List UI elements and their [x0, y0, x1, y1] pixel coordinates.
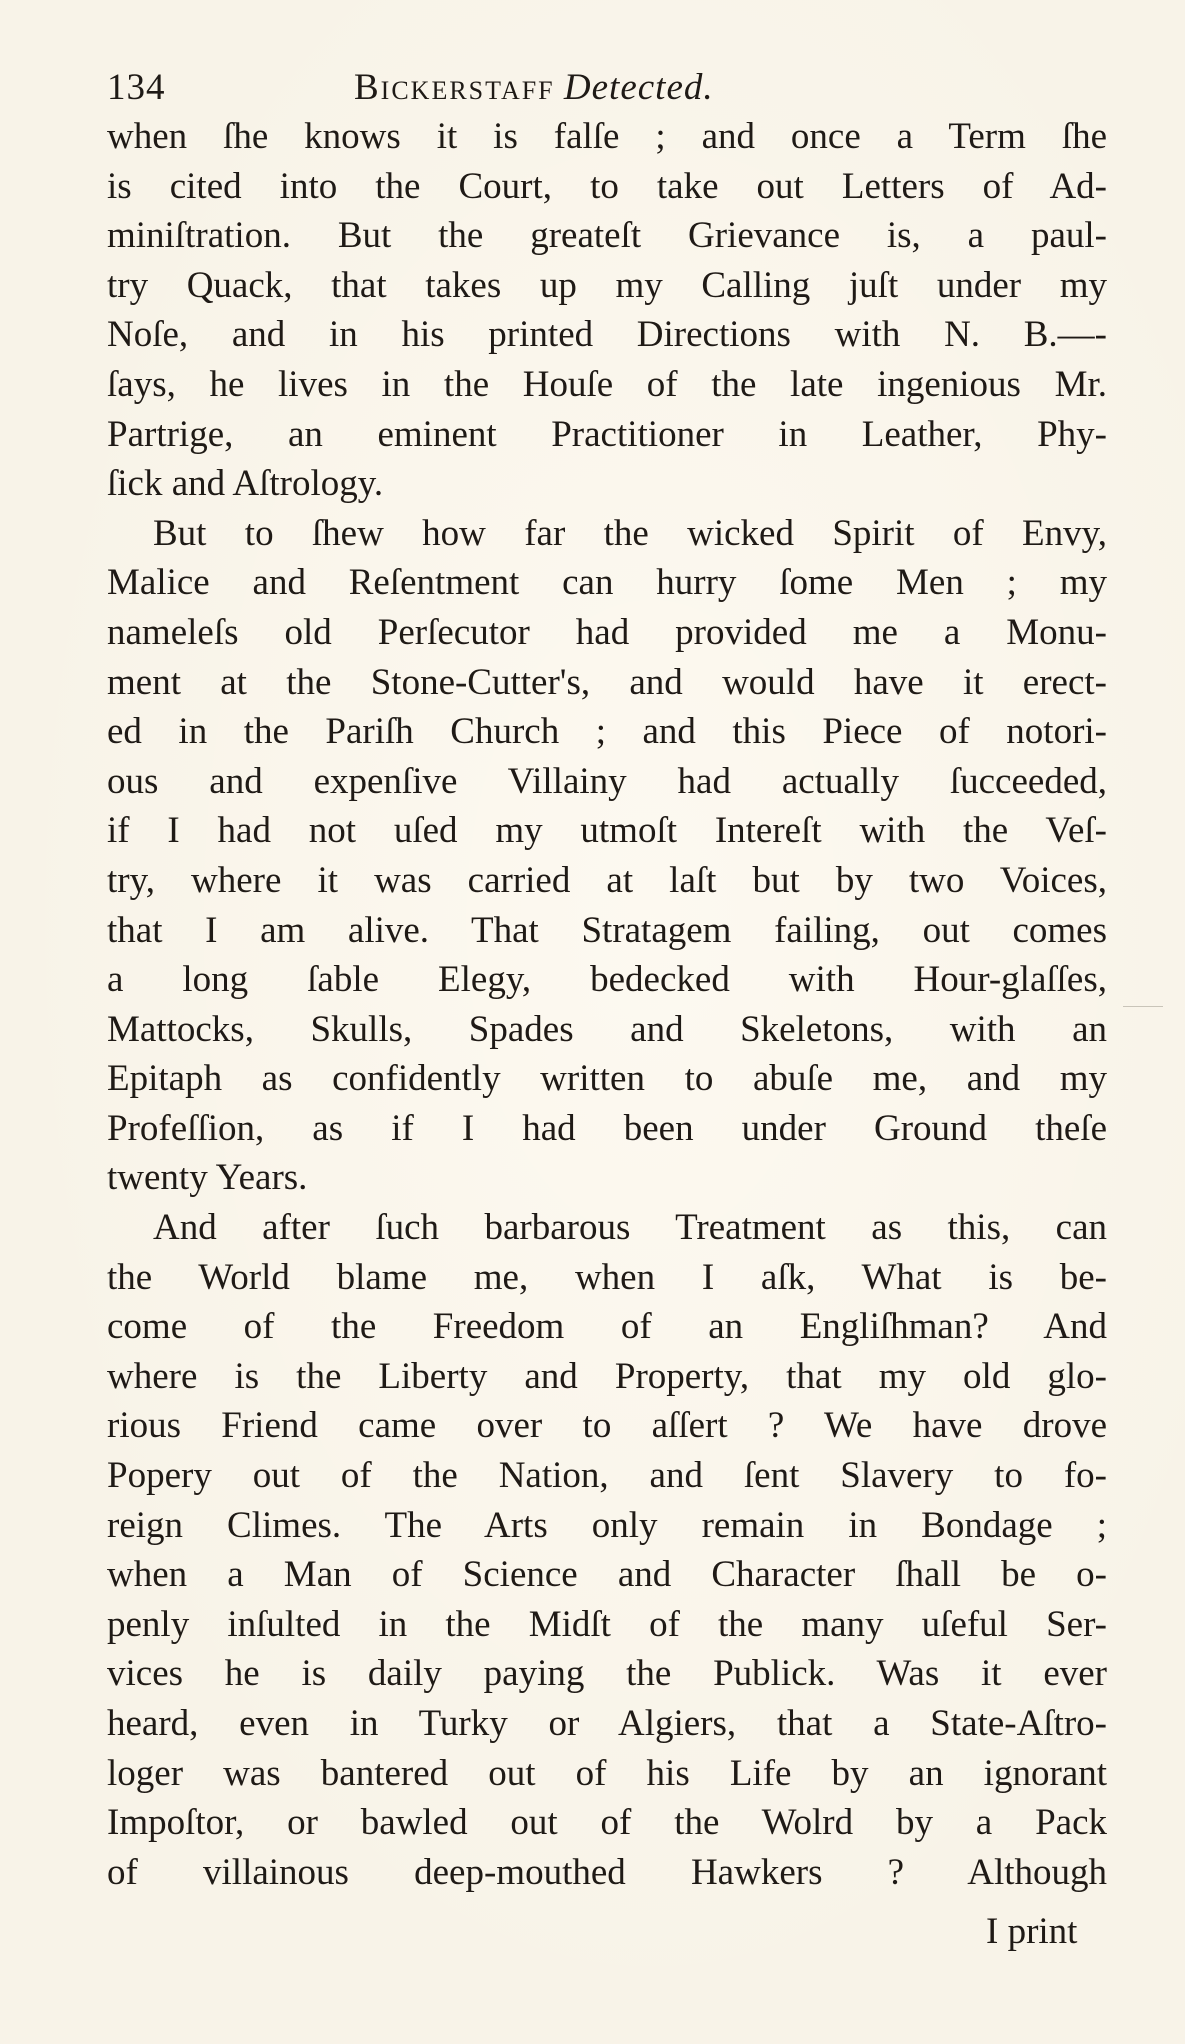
- running-head: [354, 58, 714, 118]
- text-line: when a Man of Science and Character ſhall be o-: [107, 1554, 1107, 1596]
- text-line: ous and expenſive Villainy had actually ſucceeded,: [107, 760, 1107, 802]
- text-line: rious Friend came over to aſſert ? We have drove: [107, 1405, 1107, 1447]
- text-line: where is the Liberty and Property, that my old glo-: [107, 1355, 1107, 1397]
- text-line: reign Climes. The Arts only remain in Bondage ;: [107, 1504, 1107, 1546]
- text-line: ment at the Stone-Cutter's, and would have it erect-: [107, 661, 1107, 703]
- text-line: try Quack, that takes up my Calling juſt under my: [107, 264, 1107, 306]
- text-line: ſays, he lives in the Houſe of the late ingenious Mr.: [107, 363, 1107, 405]
- text-line: Impoſtor, or bawled out of the Wolrd by a Pack: [107, 1802, 1107, 1844]
- text-line: Profeſſion, as if I had been under Ground theſe: [107, 1107, 1107, 1149]
- margin-mark: [1123, 1006, 1163, 1007]
- text-line: ed in the Pariſh Church ; and this Piece of notori-: [107, 711, 1107, 753]
- body-text: [107, 112, 1107, 1897]
- text-line: of villainous deep-mouthed Hawkers ? Although: [107, 1851, 1107, 1893]
- text-line: twenty Years.: [107, 1157, 308, 1199]
- text-line: But to ſhew how far the wicked Spirit of Envy,: [153, 512, 1107, 554]
- page-header: [107, 58, 1107, 118]
- running-head-italic: Detected.: [563, 67, 714, 108]
- text-line: vices he is daily paying the Publick. Was it ever: [107, 1653, 1107, 1695]
- text-line: And after ſuch barbarous Treatment as this, can: [153, 1207, 1107, 1249]
- text-line: when ſhe knows it is falſe ; and once a Term ſhe: [107, 116, 1107, 157]
- page-number: 134: [107, 67, 166, 108]
- text-line: come of the Freedom of an Engliſhman? And: [107, 1306, 1107, 1348]
- text-line: ſick and Aſtrology.: [107, 463, 384, 505]
- catchword: I print: [986, 1911, 1078, 1952]
- text-line: the World blame me, when I aſk, What is be-: [107, 1256, 1107, 1298]
- text-line: a long ſable Elegy, bedecked with Hour-glaſſes,: [107, 959, 1107, 1001]
- text-line: that I am alive. That Stratagem failing, out comes: [107, 909, 1107, 951]
- text-line: is cited into the Court, to take out Letters of Ad-: [107, 165, 1107, 207]
- text-line: Popery out of the Nation, and ſent Slavery to fo-: [107, 1455, 1107, 1497]
- text-line: try, where it was carried at laſt but by two Voices,: [107, 859, 1107, 901]
- text-line: Epitaph as confidently written to abuſe me, and my: [107, 1058, 1107, 1100]
- text-line: nameleſs old Perſecutor had provided me a Monu-: [107, 611, 1107, 653]
- running-head-title: Bickerstaff: [354, 67, 555, 108]
- text-line: loger was bantered out of his Life by an ignorant: [107, 1752, 1107, 1794]
- text-line: penly inſulted in the Midſt of the many uſeful Ser-: [107, 1603, 1107, 1645]
- text-line: Malice and Reſentment can hurry ſome Men ; my: [107, 562, 1107, 604]
- text-line: Mattocks, Skulls, Spades and Skeletons, with an: [107, 1008, 1107, 1050]
- text-line: miniſtration. But the greateſt Grievance is, a paul-: [107, 215, 1107, 257]
- text-line: Partrige, an eminent Practitioner in Leather, Phy-: [107, 413, 1107, 455]
- text-line: Noſe, and in his printed Directions with N. B.—-: [107, 314, 1107, 356]
- text-line: if I had not uſed my utmoſt Intereſt with the Veſ-: [107, 810, 1107, 852]
- text-line: heard, even in Turky or Algiers, that a State-Aſtro-: [107, 1703, 1107, 1744]
